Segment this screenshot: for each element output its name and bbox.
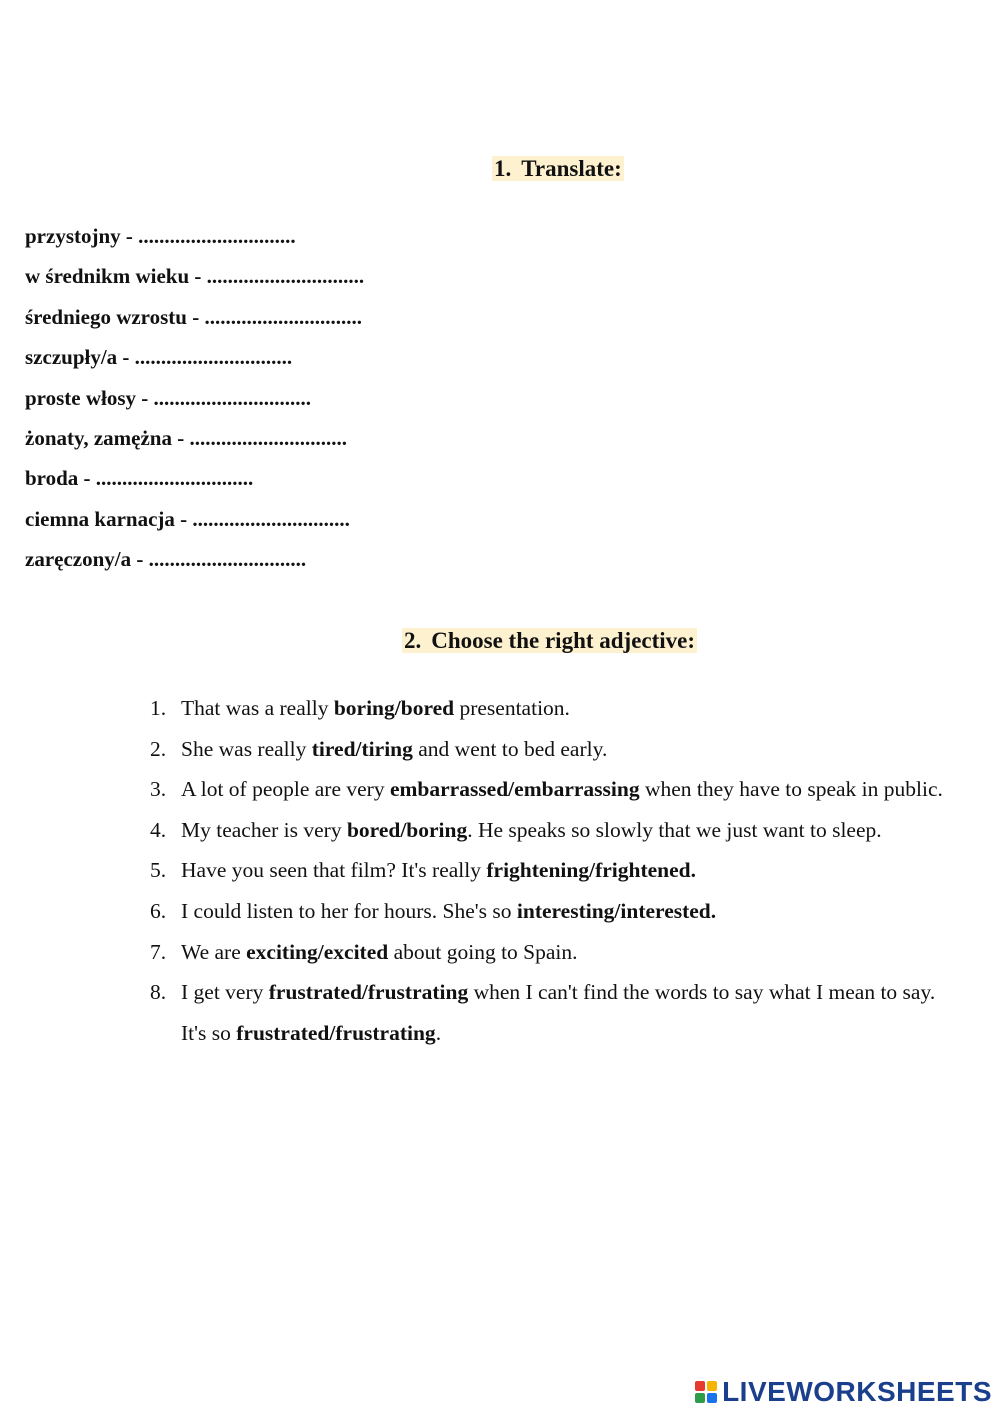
sentence-number: 2. [150, 736, 167, 761]
translate-item: broda - .............................. [25, 466, 254, 491]
sentence-text: Have you seen that film? It's really [181, 858, 487, 883]
translate-item: w średnikm wieku - .............................. [25, 264, 365, 289]
section-1-number: 1. [494, 156, 512, 181]
sentence-text: I could listen to her for hours. She's so [181, 898, 517, 923]
sentence-text: That was a really [181, 696, 334, 720]
adjective-choice: exciting/excited [246, 939, 389, 964]
adjective-choice: tired/tiring [311, 736, 413, 761]
adjective-choice: interesting/interested. [516, 898, 717, 923]
sentence-text: She was really [181, 736, 312, 761]
sentence-text: My teacher is very [181, 817, 347, 842]
sentence-number: 7. [150, 939, 167, 964]
sentence-text: presentation. [454, 696, 570, 720]
sentence-text: A lot of people are very [181, 777, 390, 802]
translate-item: proste włosy - .............................. [25, 385, 312, 410]
sentence-item [150, 688, 965, 729]
sentence-text: when I can't find the words to say what I mean to say. It's so [181, 980, 936, 1045]
adjective-choice: embarrassed/embarrassing [389, 777, 640, 802]
translate-list [25, 222, 364, 586]
translate-item: zaręczony/a - .............................. [25, 547, 307, 572]
sentence-text: . [435, 1020, 442, 1045]
logo-square [695, 1381, 705, 1391]
translate-item: ciemna karnacja - .............................. [25, 506, 350, 531]
translate-item: żonaty, zamężna - .............................. [25, 425, 347, 450]
section-1-title: Translate: [521, 156, 622, 181]
adjective-choice: frustrated/frustrating [236, 1020, 436, 1045]
sentence-text: and went to bed early. [412, 736, 608, 761]
liveworksheets-logo [695, 1377, 992, 1407]
sentence-text: . He speaks so slowly that we just want to sleep. [467, 817, 882, 842]
adjective-sentence-list [150, 688, 965, 1053]
sentence-item [150, 850, 965, 891]
sentence-item [150, 729, 965, 770]
sentence-item [150, 810, 965, 851]
sentence-text: about going to Spain. [388, 939, 578, 964]
sentence-text: when they have to speak in public. [639, 777, 943, 802]
liveworksheets-logo-text: LIVEWORKSHEETS [722, 1376, 992, 1407]
logo-square [695, 1393, 705, 1403]
sentence-number: 1. [150, 696, 167, 720]
adjective-choice: bored/boring [346, 817, 468, 842]
section-2-number: 2. [404, 628, 422, 653]
sentence-number: 4. [150, 817, 167, 842]
logo-square [707, 1393, 717, 1403]
sentence-text: We are [181, 939, 247, 964]
sentence-number: 8. [150, 980, 167, 1005]
sentence-number: 5. [150, 858, 167, 883]
adjective-choice: frightening/frightened. [486, 858, 696, 883]
liveworksheets-logo-icon [695, 1381, 717, 1403]
adjective-choice: boring/bored [333, 696, 455, 720]
section-2-title: Choose the right adjective: [431, 628, 696, 653]
sentence-number: 3. [150, 777, 167, 802]
sentence-item [150, 891, 965, 932]
section-1-heading [492, 154, 624, 184]
section-2-heading [402, 626, 697, 656]
sentence-number: 6. [150, 898, 167, 923]
sentence-item [150, 972, 965, 1053]
sentence-item [150, 932, 965, 973]
translate-item: średniego wzrostu - .............................. [25, 304, 362, 329]
translate-item: szczupły/a - .............................. [25, 345, 293, 370]
sentence-text: I get very [181, 980, 269, 1005]
sentence-item [150, 769, 965, 810]
adjective-choice: frustrated/frustrating [268, 980, 469, 1005]
translate-item: przystojny - .............................. [25, 224, 296, 248]
logo-square [707, 1381, 717, 1391]
